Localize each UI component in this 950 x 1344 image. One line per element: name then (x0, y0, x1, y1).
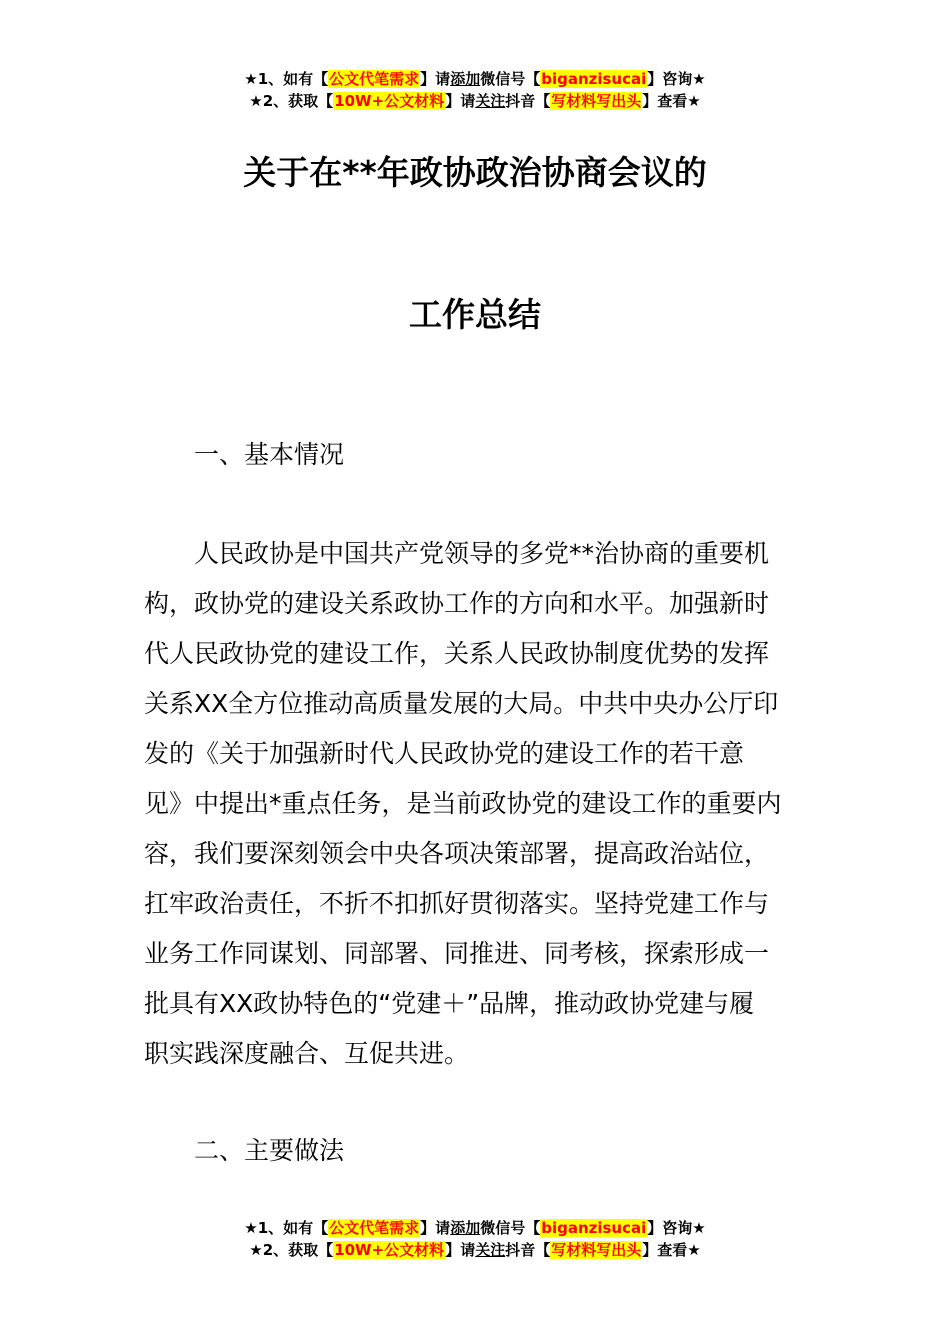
paragraph-line: 见》中提出*重点任务，是当前政协党的建设工作的重要内 (144, 789, 782, 818)
star-icon: ★ (249, 92, 263, 110)
banner-text: 抖音【 (505, 1241, 551, 1259)
footer-banner (0, 1217, 950, 1261)
banner-text: 】请 (420, 1219, 451, 1237)
banner-line-1 (0, 1217, 950, 1239)
banner-text: 】请 (420, 70, 451, 88)
paragraph-line: 职实践深度融合、互促共进。 (144, 1039, 470, 1068)
section-heading-practices: 二、主要做法 (194, 1136, 345, 1165)
header-banner (0, 68, 950, 112)
banner-text: 】查看★ (642, 1241, 701, 1259)
body-paragraph (144, 536, 809, 1086)
star-icon: ★ (249, 1241, 263, 1259)
banner-text: 微信号【 (480, 1219, 541, 1237)
banner-text: 微信号【 (480, 70, 541, 88)
paragraph-line: 业务工作同谋划、同部署、同推进、同考核，探索形成一 (144, 939, 770, 968)
paragraph-line: 容，我们要深刻领会中央各项决策部署，提高政治站位， (144, 839, 770, 868)
banner-text: 2、获取【 (262, 92, 334, 110)
highlight-douyin: 写材料写出头 (551, 92, 642, 110)
highlight-materials: 10W+公文材料 (334, 92, 445, 110)
paragraph-line: 人民政协是中国共产党领导的多党**治协商的重要机 (194, 539, 770, 568)
highlight-douyin: 写材料写出头 (551, 1241, 642, 1259)
highlight-wechat-id: biganzisucai (541, 1219, 647, 1237)
banner-text: 】咨询★ (647, 70, 706, 88)
document-title-line-1: 关于在**年政协政治协商会议的 (243, 153, 707, 192)
banner-underlined: 关注 (475, 1241, 506, 1259)
paragraph-line: 批具有XX政协特色的“党建＋”品牌，推动政协党建与履 (144, 989, 755, 1018)
banner-line-2 (0, 90, 950, 112)
banner-line-1 (0, 68, 950, 90)
banner-underlined: 关注 (475, 92, 506, 110)
highlight-wechat-id: biganzisucai (541, 70, 647, 88)
highlight-service: 公文代笔需求 (329, 1219, 420, 1237)
paragraph-line: 发的《关于加强新时代人民政协党的建设工作的若干意 (144, 739, 745, 768)
paragraph-line: 扛牢政治责任，不折不扣抓好贯彻落实。坚持党建工作与 (144, 889, 770, 918)
section-heading-basic: 一、基本情况 (194, 440, 345, 469)
banner-text: 】请 (445, 1241, 476, 1259)
banner-underlined: 添加 (450, 1219, 481, 1237)
paragraph-line: 构，政协党的建设关系政协工作的方向和水平。加强新时 (144, 589, 770, 618)
banner-text: 2、获取【 (262, 1241, 334, 1259)
banner-text: 1、如有【 (257, 1219, 329, 1237)
paragraph-line: 关系XX全方位推动高质量发展的大局。中共中央办公厅印 (144, 689, 779, 718)
highlight-materials: 10W+公文材料 (334, 1241, 445, 1259)
banner-text: 】查看★ (642, 92, 701, 110)
banner-underlined: 添加 (450, 70, 481, 88)
document-title-line-2: 工作总结 (409, 295, 541, 334)
banner-text: 1、如有【 (257, 70, 329, 88)
banner-text: 抖音【 (505, 92, 551, 110)
banner-line-2 (0, 1239, 950, 1261)
star-icon: ★ (244, 70, 258, 88)
banner-text: 】请 (445, 92, 476, 110)
star-icon: ★ (244, 1219, 258, 1237)
highlight-service: 公文代笔需求 (329, 70, 420, 88)
paragraph-line: 代人民政协党的建设工作，关系人民政协制度优势的发挥 (144, 639, 770, 668)
banner-text: 】咨询★ (647, 1219, 706, 1237)
